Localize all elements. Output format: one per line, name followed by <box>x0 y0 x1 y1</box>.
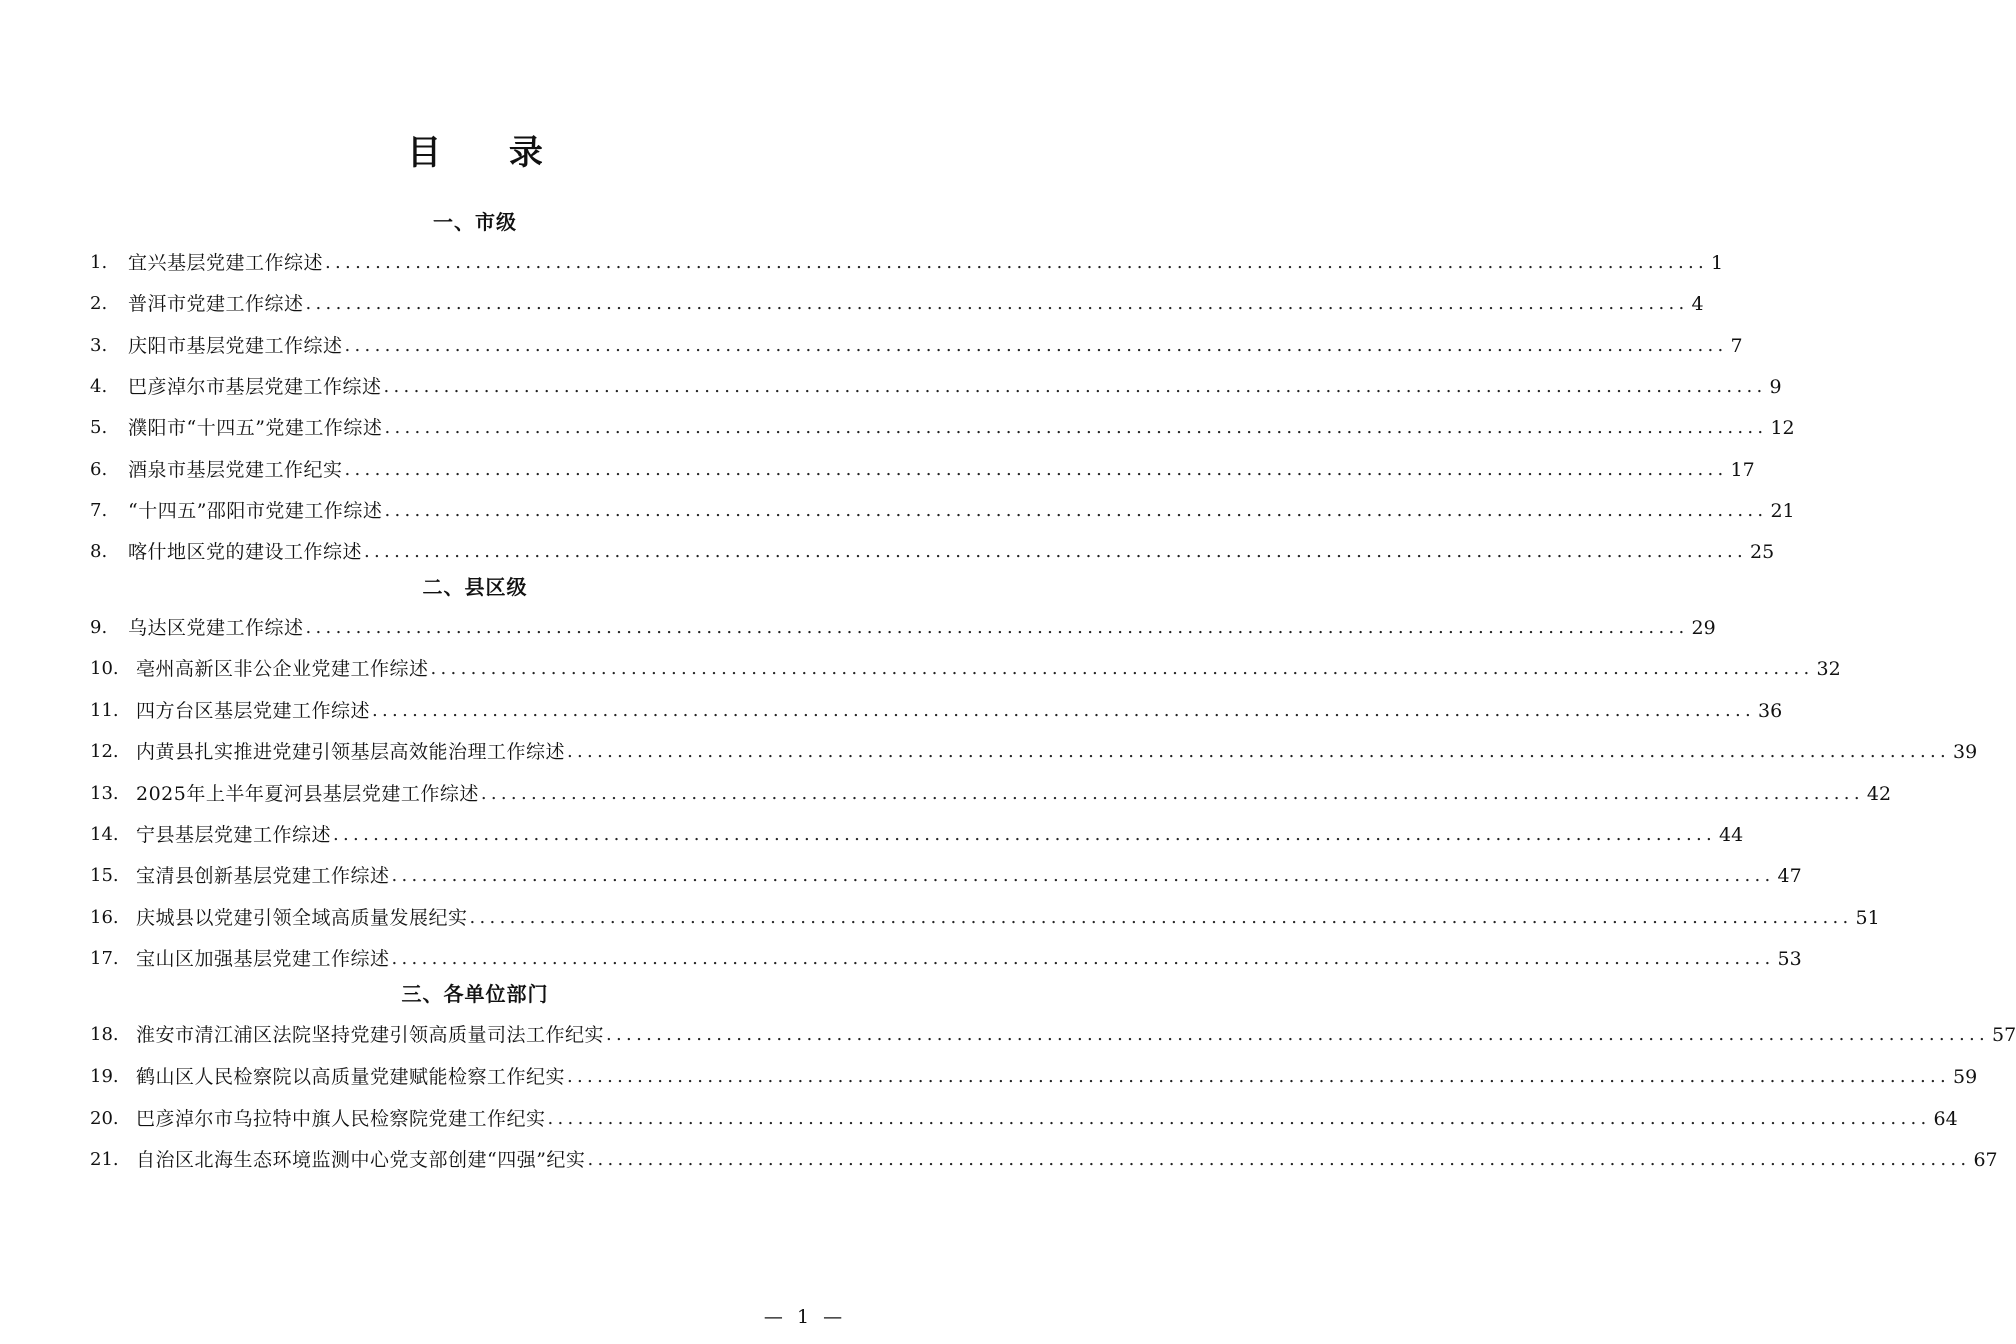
toc-entry-page: 36 <box>1758 700 1783 722</box>
toc-entry[interactable] <box>90 779 1892 809</box>
toc-entry-number: 2. <box>90 293 108 314</box>
toc-entry-number: 15. <box>90 865 119 886</box>
toc-entry-title: 濮阳市“十四五”党建工作综述 <box>128 417 383 439</box>
toc-entry-number: 16. <box>90 907 119 928</box>
toc-leader-dots: .......................................................................................................................................... <box>333 824 1717 845</box>
toc-entry-title: 酒泉市基层党建工作纪实 <box>128 459 343 481</box>
toc-leader-dots: .......................................................................................................................................... <box>469 907 1853 928</box>
toc-leader-dots: .......................................................................................................................................... <box>606 1024 1990 1045</box>
toc-entry-title: 宁县基层党建工作综述 <box>136 824 332 846</box>
toc-entry[interactable] <box>90 903 1880 933</box>
toc-entry[interactable] <box>90 331 1743 361</box>
section-heading-city: 一、市级 <box>433 210 517 234</box>
toc-leader-dots: .......................................................................................................................................... <box>344 459 1728 480</box>
toc-entry-number: 20. <box>90 1108 119 1129</box>
toc-entry-title: 2025年上半年夏河县基层党建工作综述 <box>136 783 479 805</box>
toc-entry-number: 4. <box>90 376 108 397</box>
toc-entry-page: 67 <box>1973 1149 1998 1171</box>
toc-entry-title: 喀什地区党的建设工作综述 <box>128 541 363 563</box>
toc-entry[interactable] <box>90 1062 1978 1092</box>
toc-entry-number: 12. <box>90 741 119 762</box>
toc-entry[interactable] <box>90 537 1775 567</box>
toc-leader-dots: .......................................................................................................................................... <box>344 335 1728 356</box>
toc-entry-title: 亳州高新区非公企业党建工作综述 <box>136 658 429 680</box>
toc-entry-page: 1 <box>1711 252 1724 274</box>
section-heading-departments: 三、各单位部门 <box>401 982 549 1006</box>
toc-entry-number: 19. <box>90 1066 119 1087</box>
toc-entry-page: 39 <box>1953 741 1978 763</box>
toc-entry-page: 4 <box>1691 293 1704 315</box>
toc-entry[interactable] <box>90 613 1716 643</box>
toc-leader-dots: .......................................................................................................................................... <box>547 1108 1931 1129</box>
toc-entry[interactable] <box>90 372 1782 402</box>
toc-entry-page: 64 <box>1933 1108 1958 1130</box>
toc-entry-title: 宝清县创新基层党建工作综述 <box>136 865 390 887</box>
toc-leader-dots: .......................................................................................................................................... <box>567 1066 1951 1087</box>
toc-leader-dots: .......................................................................................................................................... <box>372 700 1756 721</box>
toc-entry-title: 庆城县以党建引领全域高质量发展纪实 <box>136 907 468 929</box>
toc-leader-dots: .......................................................................................................................................... <box>305 617 1689 638</box>
toc-entry-page: 42 <box>1866 783 1892 805</box>
toc-entry[interactable] <box>90 737 1978 767</box>
toc-entry-page: 21 <box>1770 500 1795 522</box>
toc-entry-title: 巴彦淖尔市基层党建工作综述 <box>128 376 382 398</box>
toc-entry-page: 32 <box>1816 658 1841 680</box>
toc-entry-number: 9. <box>90 617 108 638</box>
section-heading-county: 二、县区级 <box>422 575 528 599</box>
toc-entry[interactable] <box>90 861 1802 891</box>
toc-entry-page: 12 <box>1770 417 1795 439</box>
toc-entry-number: 1. <box>90 252 108 273</box>
toc-entry-page: 51 <box>1855 907 1880 929</box>
toc-entry-title: “十四五”邵阳市党建工作综述 <box>128 500 383 522</box>
toc-entry-number: 11. <box>90 700 119 721</box>
toc-entry[interactable] <box>90 1020 2016 1050</box>
toc-leader-dots: .......................................................................................................................................... <box>391 948 1775 969</box>
toc-entry[interactable] <box>90 820 1744 850</box>
toc-entry-title: 乌达区党建工作综述 <box>128 617 304 639</box>
toc-entry-number: 7. <box>90 500 108 521</box>
toc-entry-page: 59 <box>1953 1066 1978 1088</box>
toc-leader-dots: .......................................................................................................................................... <box>384 417 1768 438</box>
toc-entry[interactable] <box>90 289 1704 319</box>
toc-entry-number: 18. <box>90 1024 119 1045</box>
toc-entry-title: 淮安市清江浦区法院坚持党建引领高质量司法工作纪实 <box>136 1024 605 1046</box>
toc-entry-page: 7 <box>1730 335 1743 357</box>
toc-entry[interactable] <box>90 413 1795 443</box>
toc-entry-number: 17. <box>90 948 119 969</box>
toc-entry[interactable] <box>90 654 1841 684</box>
toc-entry-title: 普洱市党建工作综述 <box>128 293 304 315</box>
toc-entry-title: 四方台区基层党建工作综述 <box>136 700 371 722</box>
toc-entry-title: 宜兴基层党建工作综述 <box>128 252 324 274</box>
toc-entry-number: 6. <box>90 459 108 480</box>
toc-entry-number: 5. <box>90 417 108 438</box>
toc-entry-page: 47 <box>1777 865 1802 887</box>
toc-entry[interactable] <box>90 248 1724 278</box>
toc-leader-dots: .......................................................................................................................................... <box>383 376 1767 397</box>
toc-entry[interactable] <box>90 496 1795 526</box>
toc-leader-dots: .......................................................................................................................................... <box>384 500 1768 521</box>
toc-entry-page: 25 <box>1750 541 1775 563</box>
toc-entry-page: 57 <box>1992 1024 2016 1046</box>
toc-leader-dots: .......................................................................................................................................... <box>305 293 1689 314</box>
toc-entry-page: 29 <box>1691 617 1716 639</box>
toc-leader-dots: .......................................................................................................................................... <box>325 252 1709 273</box>
toc-entry[interactable] <box>90 696 1783 726</box>
toc-entry-number: 13. <box>90 783 119 804</box>
toc-entry[interactable] <box>90 1145 1998 1175</box>
toc-entry-page: 17 <box>1730 459 1755 481</box>
toc-entry[interactable] <box>90 455 1755 485</box>
toc-entry-title: 巴彦淖尔市乌拉特中旗人民检察院党建工作纪实 <box>136 1108 546 1130</box>
toc-entry-title: 自治区北海生态环境监测中心党支部创建“四强”纪实 <box>136 1149 586 1171</box>
toc-entry[interactable] <box>90 944 1802 974</box>
toc-leader-dots: .......................................................................................................................................... <box>364 541 1748 562</box>
toc-leader-dots: .......................................................................................................................................... <box>391 865 1775 886</box>
page-title: 目 录 <box>407 133 571 173</box>
toc-entry-number: 21. <box>90 1149 119 1170</box>
toc-entry-page: 9 <box>1769 376 1782 398</box>
toc-entry-page: 44 <box>1719 824 1744 846</box>
toc-entry-number: 3. <box>90 335 108 356</box>
toc-entry-number: 10. <box>90 658 119 679</box>
toc-leader-dots: .......................................................................................................................................... <box>567 741 1951 762</box>
toc-entry[interactable] <box>90 1104 1958 1134</box>
toc-entry-page: 53 <box>1777 948 1802 970</box>
toc-entry-number: 14. <box>90 824 119 845</box>
toc-entry-title: 宝山区加强基层党建工作综述 <box>136 948 390 970</box>
toc-entry-title: 鹤山区人民检察院以高质量党建赋能检察工作纪实 <box>136 1066 566 1088</box>
toc-entry-title: 内黄县扎实推进党建引领基层高效能治理工作综述 <box>136 741 566 763</box>
toc-leader-dots: .......................................................................................................................................... <box>587 1149 1971 1170</box>
toc-leader-dots: .......................................................................................................................................... <box>430 658 1814 679</box>
toc-entry-title: 庆阳市基层党建工作综述 <box>128 335 343 357</box>
toc-leader-dots: .......................................................................................................................................... <box>480 783 1864 804</box>
page-number: — 1 — <box>763 1306 847 1328</box>
toc-entry-number: 8. <box>90 541 108 562</box>
